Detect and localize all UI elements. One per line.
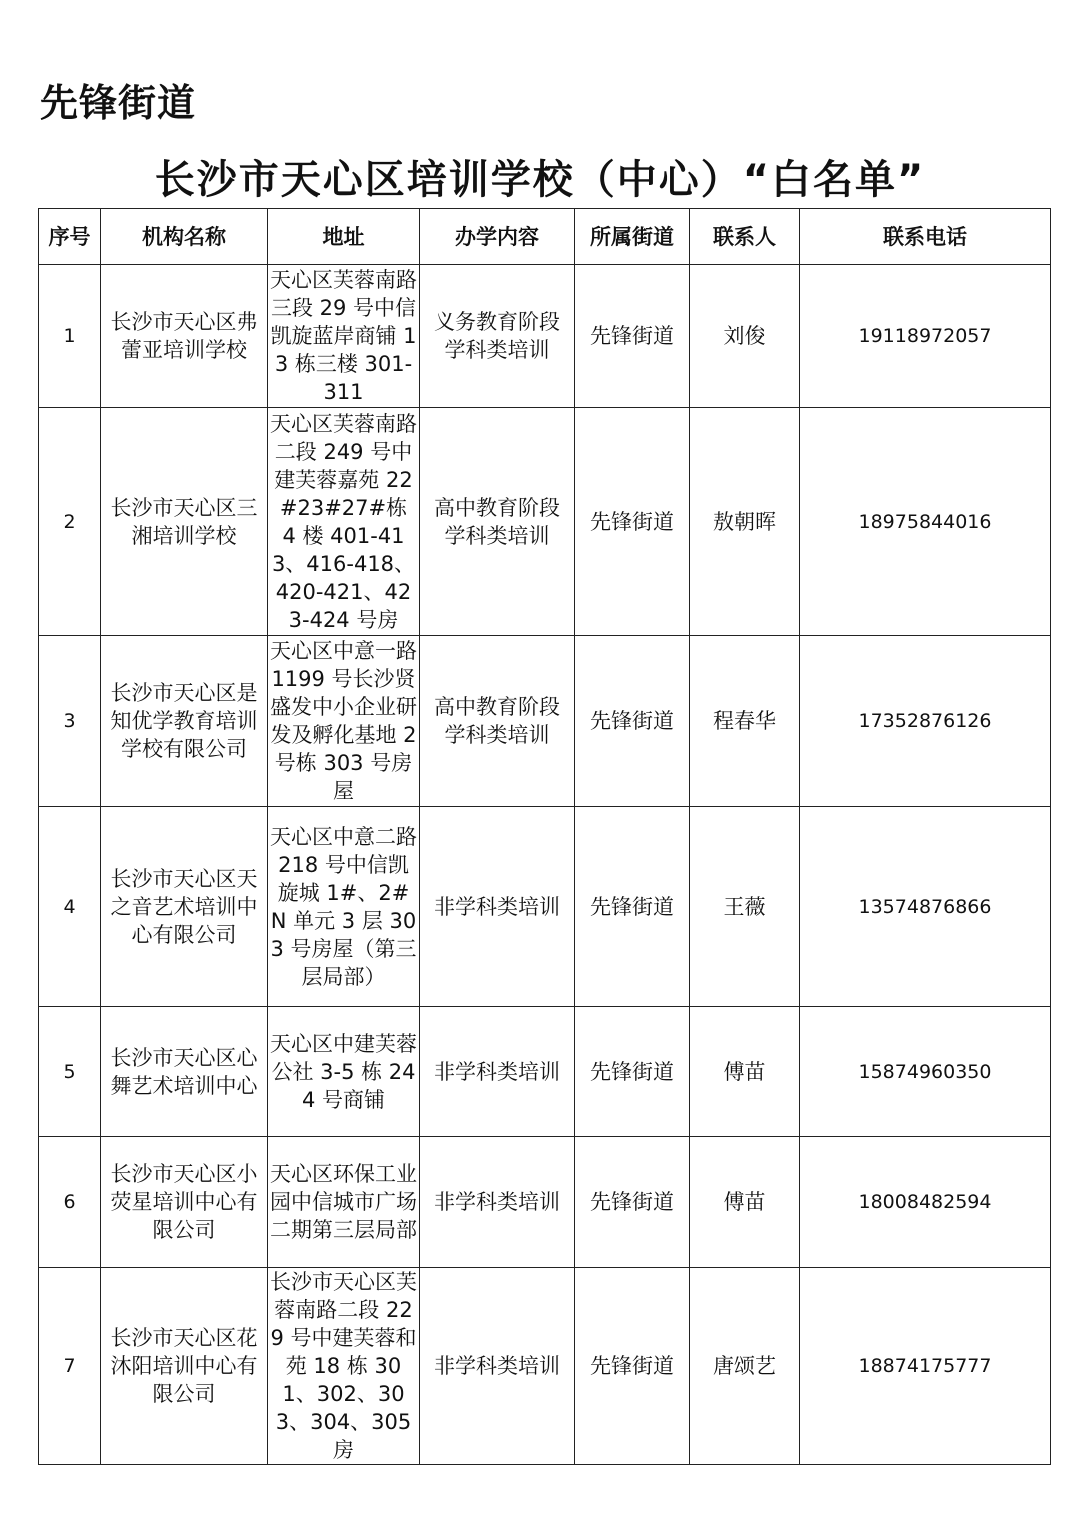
header-index: 序号 [39,209,101,265]
cell-address: 天心区中意一路 1199 号长沙贤盛发中小企业研发及孵化基地 2 号栋 303 号房屋 [268,636,420,807]
cell-org-name: 长沙市天心区弗蕾亚培训学校 [101,265,268,408]
cell-content: 义务教育阶段学科类培训 [420,265,575,408]
document-title: 长沙市天心区培训学校（中心）“白名单” [154,157,926,203]
cell-phone: 18975844016 [800,408,1051,636]
cell-address: 天心区环保工业园中信城市广场二期第三层局部 [268,1137,420,1268]
cell-phone: 18008482594 [800,1137,1051,1268]
cell-phone: 13574876866 [800,807,1051,1007]
cell-contact: 敖朝晖 [690,408,800,636]
cell-index: 1 [39,265,101,408]
cell-address: 天心区中意二路 218 号中信凯旋城 1#、2#N 单元 3 层 303 号房屋（第三层局部） [268,807,420,1007]
header-address: 地址 [268,209,420,265]
cell-address: 天心区中建芙蓉公社 3-5 栋 244 号商铺 [268,1007,420,1137]
cell-content: 高中教育阶段学科类培训 [420,408,575,636]
cell-contact: 王薇 [690,807,800,1007]
cell-index: 7 [39,1268,101,1465]
table-row [39,1268,1051,1465]
cell-contact: 傅苗 [690,1007,800,1137]
cell-phone: 17352876126 [800,636,1051,807]
table-row [39,807,1051,1007]
cell-street: 先锋街道 [575,408,690,636]
cell-street: 先锋街道 [575,265,690,408]
cell-org-name: 长沙市天心区天之音艺术培训中心有限公司 [101,807,268,1007]
cell-index: 6 [39,1137,101,1268]
cell-phone: 15874960350 [800,1007,1051,1137]
cell-org-name: 长沙市天心区三湘培训学校 [101,408,268,636]
cell-content: 非学科类培训 [420,1137,575,1268]
header-phone: 联系电话 [800,209,1051,265]
cell-address: 长沙市天心区芙蓉南路二段 229 号中建芙蓉和苑 18 栋 301、302、303、304、305 房 [268,1268,420,1465]
cell-org-name: 长沙市天心区花沐阳培训中心有限公司 [101,1268,268,1465]
table-row [39,1007,1051,1137]
cell-content: 非学科类培训 [420,807,575,1007]
street-heading: 先锋街道 [40,81,197,125]
cell-content: 非学科类培训 [420,1268,575,1465]
header-org-name: 机构名称 [101,209,268,265]
table-header-row [39,209,1051,265]
cell-phone: 18874175777 [800,1268,1051,1465]
header-contact: 联系人 [690,209,800,265]
table-row [39,636,1051,807]
cell-address: 天心区芙蓉南路三段 29 号中信凯旋蓝岸商铺 13 栋三楼 301-311 [268,265,420,408]
whitelist-table [38,208,1051,1465]
cell-content: 非学科类培训 [420,1007,575,1137]
cell-contact: 刘俊 [690,265,800,408]
cell-phone: 19118972057 [800,265,1051,408]
cell-index: 2 [39,408,101,636]
cell-org-name: 长沙市天心区小荧星培训中心有限公司 [101,1137,268,1268]
cell-contact: 傅苗 [690,1137,800,1268]
table-row [39,265,1051,408]
cell-content: 高中教育阶段学科类培训 [420,636,575,807]
cell-contact: 程春华 [690,636,800,807]
table-row [39,408,1051,636]
cell-street: 先锋街道 [575,1137,690,1268]
header-content: 办学内容 [420,209,575,265]
cell-street: 先锋街道 [575,1268,690,1465]
header-street: 所属街道 [575,209,690,265]
cell-street: 先锋街道 [575,1007,690,1137]
cell-index: 5 [39,1007,101,1137]
cell-index: 3 [39,636,101,807]
cell-street: 先锋街道 [575,636,690,807]
cell-street: 先锋街道 [575,807,690,1007]
cell-index: 4 [39,807,101,1007]
cell-org-name: 长沙市天心区是知优学教育培训学校有限公司 [101,636,268,807]
cell-org-name: 长沙市天心区心舞艺术培训中心 [101,1007,268,1137]
cell-address: 天心区芙蓉南路二段 249 号中建芙蓉嘉苑 22#23#27#栋 4 楼 401-413、416-418、420-421、423-424 号房 [268,408,420,636]
table-row [39,1137,1051,1268]
cell-contact: 唐颂艺 [690,1268,800,1465]
